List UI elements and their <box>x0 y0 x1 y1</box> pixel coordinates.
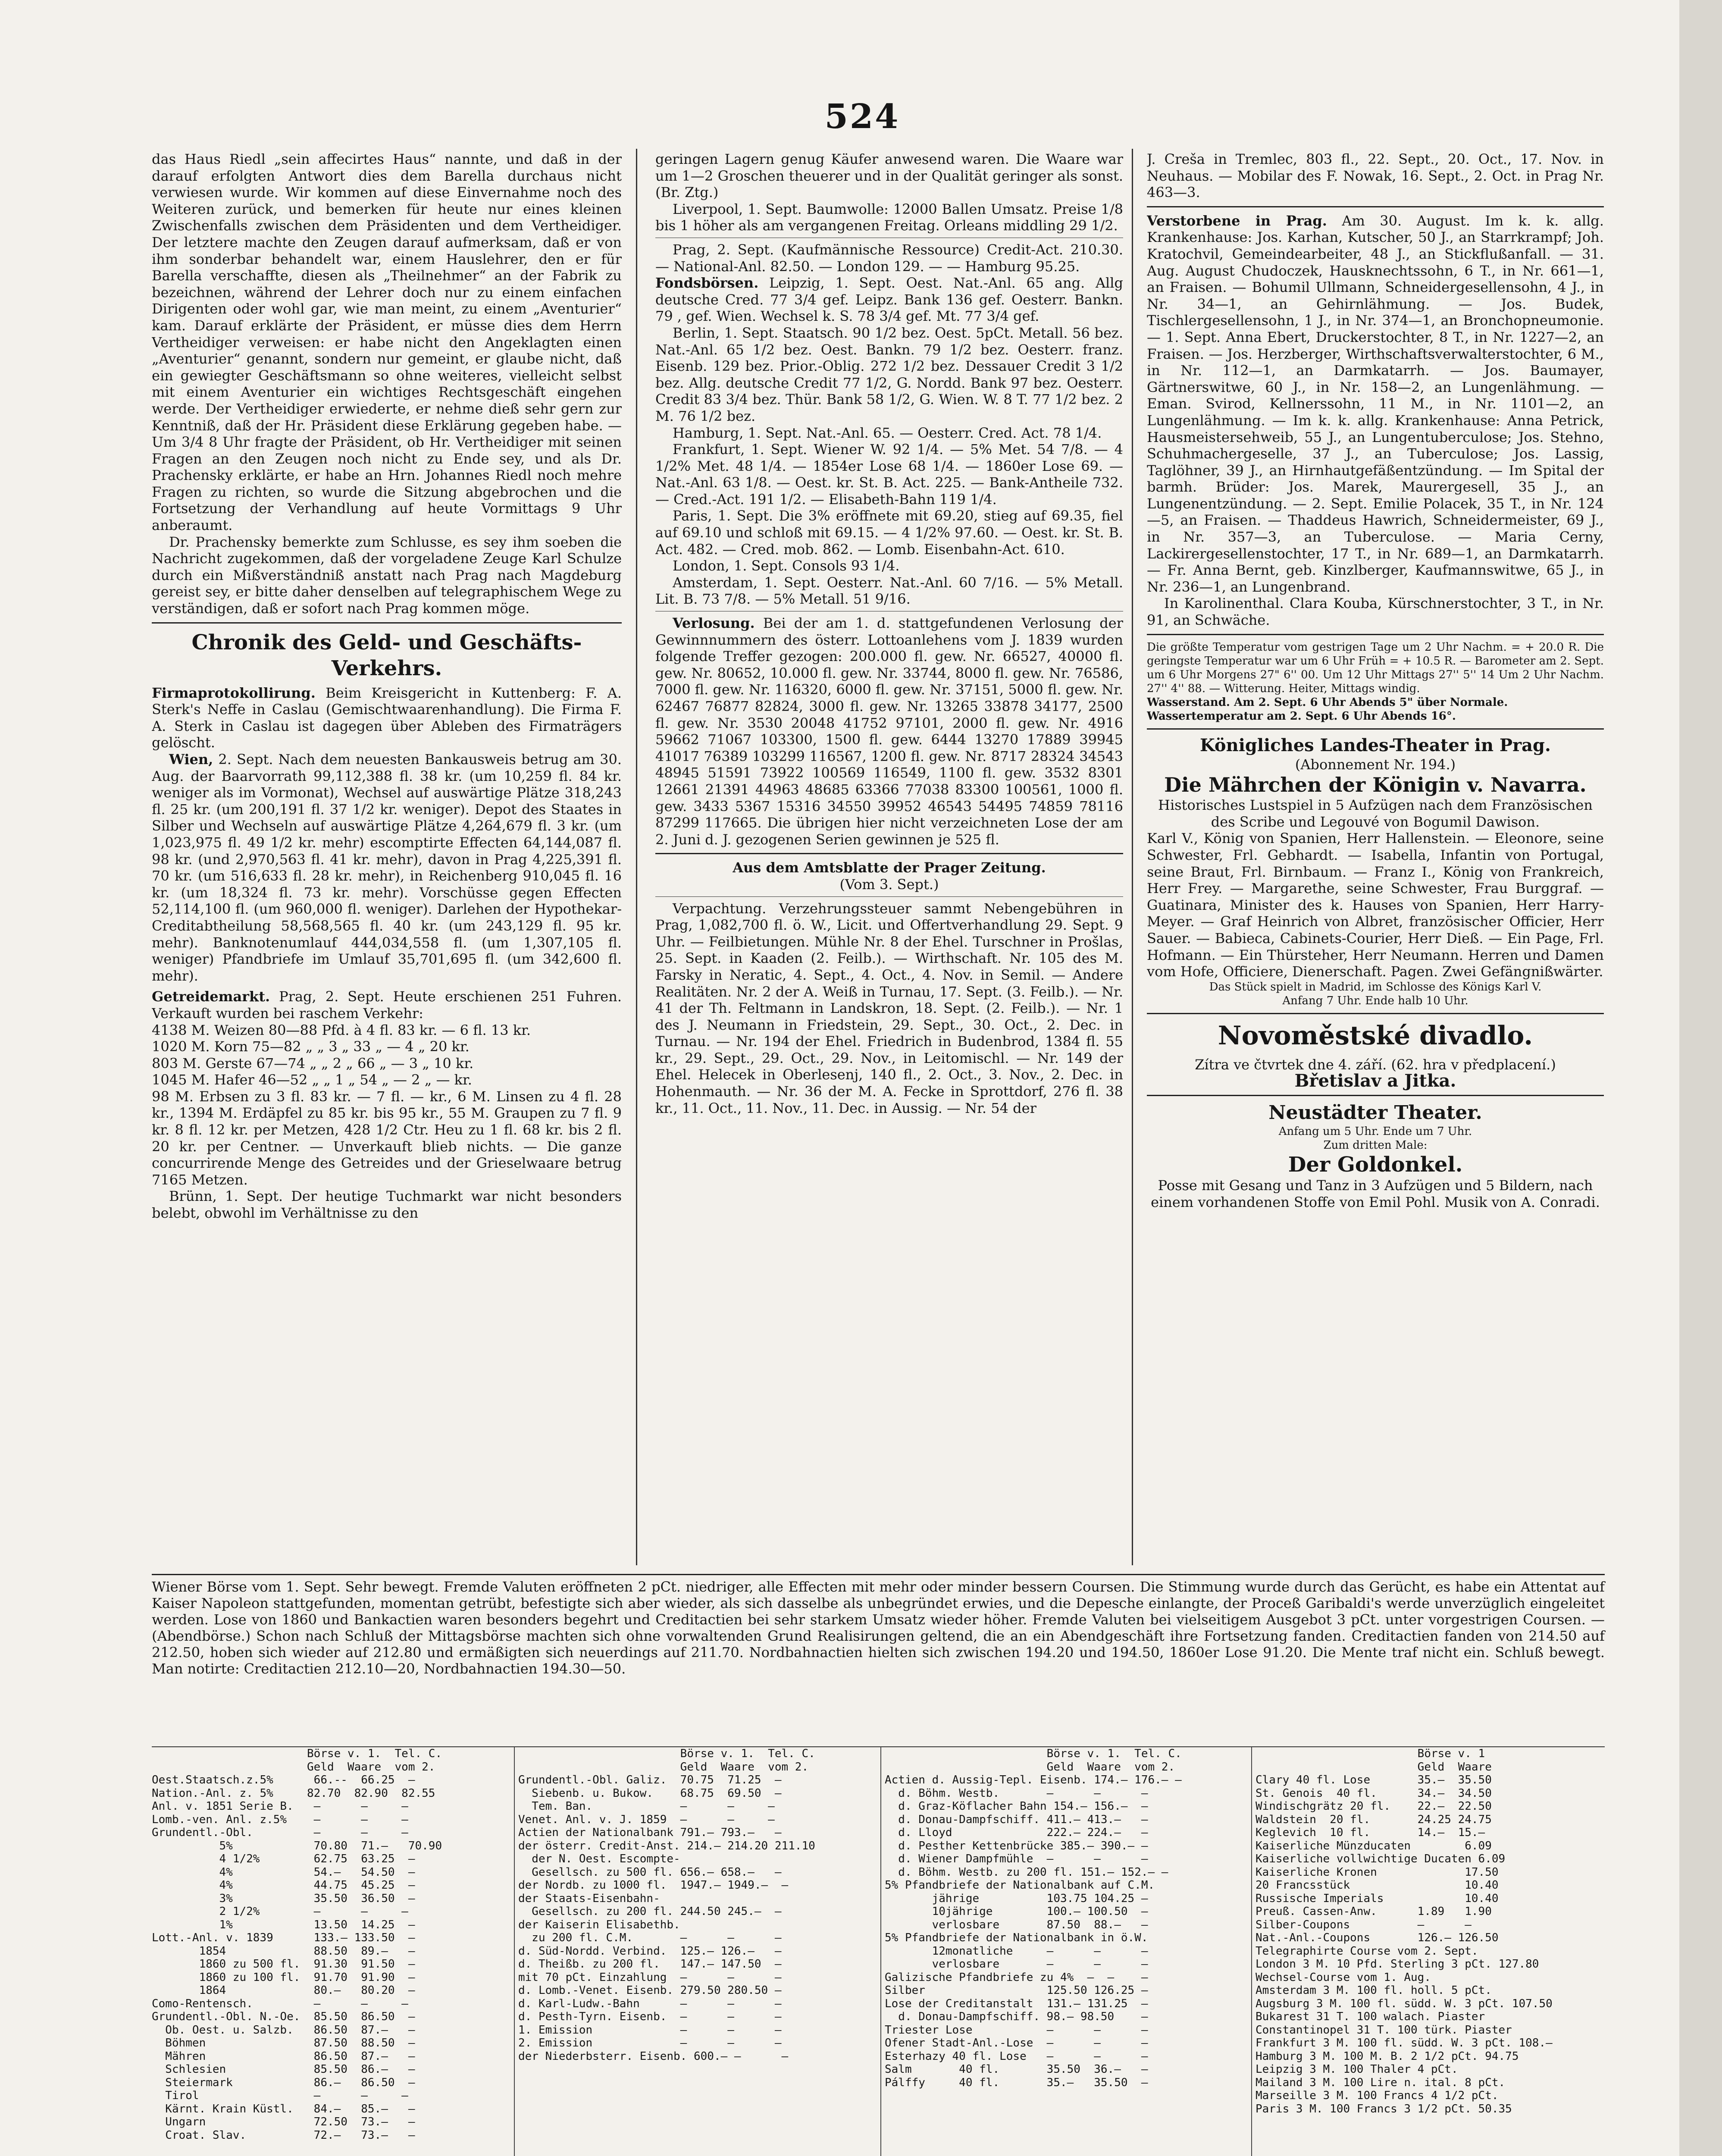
column-2 <box>655 151 1123 1565</box>
article-text: Am 30. August. Im k. k. allg. Krankenhause: Jos. Karhan, Kutscher, 50 J., an Starrkrampf; Joh. Kratochvil, Gemeindearbeiter, 48 J., an Stickflußanfall. — 31. Aug. August Chudoczek, Hausknechtssohn, 6 T., in Nr. 661—1, an Fraisen. — Bohumil Ullmann, Schneidergesellensohn, 4 J., in Nr. 34—1, an Gehirnlähmung. — Jos. Budek, Tischlergesellensohn, 1 J., in Nr. 374—1, an Bronchopneumonie. — 1. Sept. Anna Ebert, Druckerstochter, 8 T., in Nr. 1227—2, an Fraisen. — Jos. Herzberger, Wirthschaftsverwalterstochter, 6 M., in Nr. 112—1, an Darmkatarrh. — Jos. Baumayer, Gärtnerswitwe, 60 J., in Nr. 158—2, an Lungenlähmung. — Eman. Svirod, Kellnerssohn, 11 M., in Nr. 1101—2, an Lungenlähmung. — Im k. k. allg. Krankenhause: Anna Petrick, Hausmeistersehweib, 55 J., an Lungentuberculose; Jos. Stehno, Schuhmachergeselle, 37 J., an Tuberculose; Jos. Lassig, Taglöhner, 39 J., an Hirnhautgefäßentzündung. — Im Spital der barmh. Brüder: Jos. Marek, Maurergesell, 35 J., an Lungenentzündung. — 2. Sept. Emilie Polacek, 35 T., in Nr. 124—5, an Fraisen. — Thaddeus Hawrich, Schneidermeister, 69 J., in Nr. 357—3, an Tuberculose. — Maria Cerny, Lackirergesellenstochter, 17 T., in Nr. 689—1, an Darmkatarrh. — Fr. Anna Bernt, geb. Kinzlberger, Kaufmannswitwe, 65 J., in Nr. 236—1, an Lungenbrand. <box>1147 212 1604 595</box>
table-divider <box>880 1747 881 2156</box>
article-text: London, 1. Sept. Consols 93 1/4. <box>673 558 900 574</box>
article-text: Prag, 2. Sept. (Kaufmännische Ressource) Credit-Act. 210.30. — National-Anl. 82.50. — London 129. — — Hamburg 95.25. <box>655 241 1123 275</box>
neustadt-theater-title: Neustädter Theater. <box>1268 1101 1482 1124</box>
article-text: geringen Lagern genug Käufer anwesend waren. Die Waare war um 1—2 Groschen theuerer und in der Qualität geringer als sonst. (Br. Ztg.) <box>655 151 1123 201</box>
neustadt-play: Der Goldonkel. <box>1288 1152 1463 1177</box>
section-heading: Chronik des Geld- und Geschäfts-Verkehrs. <box>191 630 582 680</box>
stock-table-col-2: Börse v. 1. Tel. C. Geld Waare vom 2. Grundentl.-Obl. Galiz. 70.75 71.25 — Siebenb. u. Bukow. 68.75 69.50 — Tem. Ban. — — — Venet. Anl. v. J. 1859 — — — Actien der Nationalbank 791.— 793.— — der österr. Credit-Anst. 214.— 214.20 211.10 der N. Oest. Escompte- Gesellsch. zu 500 fl. 656.— 658.— — der Nordb. zu 1000 fl. 1947.— 1949.— — der Staats-Eisenbahn- Gesellsch. zu 200 fl. 244.50 245.— — der Kaiserin Elisabethb. zu 200 fl. C.M. — — — d. Süd-Nordd. Verbind. 125.— 126.— — d. Theißb. zu 200 fl. 147.— 147.50 — mit 70 pCt. Einzahlung — — — d. Lomb.-Venet. Eisenb. 279.50 280.50 — d. Karl-Ludw.-Bahn — — — d. Pesth-Tyrn. Eisenb. — — — 1. Emission — — — 2. Emission — — — der Niederbsterr. Eisenb. 600.— — — <box>518 1747 815 2063</box>
neustadt-third: Zum dritten Male: <box>1323 1138 1428 1152</box>
subheading: Wien, <box>169 751 213 768</box>
article-text: Dr. Prachensky bemerkte zum Schlusse, es sey ihm soeben die Nachricht zugekommen, daß der vorgeladene Zeuge Karl Schulze durch ein Mißverständniß anstatt nach Prag nach Magdeburg gereist sey, er bitte daher denselben auf telegraphischem Wege zu verständigen, daß er sofort nach Prag kommen möge. <box>152 533 622 617</box>
section-title: Aus dem Amtsblatte der Prager Zeitung. <box>733 859 1046 876</box>
column-1 <box>152 151 622 1565</box>
table-divider <box>1251 1747 1252 2156</box>
theater-abonnement: (Abonnement Nr. 194.) <box>1295 756 1456 773</box>
article-text: Leipzig, 1. Sept. Oest. Nat.-Anl. 65 ang. Allg deutsche Cred. 77 3/4 gef. Leipz. Bank 136 gef. Oesterr. Bankn. 79 , gef. Wien. Wechsel k. S. 78 3/4 gef. Mt. 77 3/4 gef. <box>655 275 1123 325</box>
section-rule <box>655 853 1123 854</box>
article-text: Paris, 1. Sept. Die 3% eröffnete mit 69.20, stieg auf 69.35, fiel auf 69.10 und schloß mit 69.15. — 4 1/2% 97.60. — Oest. kr. St. B. Act. 482. — Cred. mob. 862. — Lomb. Eisenbahn-Act. 610. <box>655 508 1123 558</box>
theater-play: Die Mährchen der Königin v. Navarra. <box>1164 773 1587 797</box>
grain-line: 1045 M. Hafer 46—52 „ „ 1 „ 54 „ — 2 „ — kr. <box>152 1072 472 1088</box>
article-text: Frankfurt, 1. Sept. Wiener W. 92 1/4. — 5% Met. 54 7/8. — 4 1/2% Met. 48 1/4. — 1854er Lose 68 1/4. — 1860er Lose 69. — Nat.-Anl. 63 1/8. — Oest. kr. St. B. Act. 225. — Bank-Antheile 732. — Cred.-Act. 191 1/2. — Elisabeth-Bahn 119 1/4. <box>655 441 1123 508</box>
article-text: das Haus Riedl „sein affecirtes Haus“ nannte, und daß in der darauf erfolgten Antwort dies dem Barella durchaus nicht verwiesen wurde. Wir kommen auf diese Einvernahme noch des Weiteren zurück, und bemerken für heute nur eines kleinen Zwischenfalls zwischen dem Präsidenten und dem Vertheidiger. Der letztere machte den Zeugen darauf aufmerksam, daß er von ihm sonderbar behandelt war, einem Hauslehrer, den er für Barella verschaffte, diesen als „Theilnehmer“ an der Fabrik zu bezeichnen, während der Lehrer doch nur zu einem einfachen Dirigenten oder wohl gar, wie man meint, zu einem „Aventurier“ kam. Darauf erklärte der Präsident, er müsse dies dem Herrn Vertheidiger verweisen: er habe nicht den Angeklagten einen „Aventurier“ genannt, sondern nur gemeint, er glaube nicht, daß ein gewiegter Geschäftsmann so ohne weiteres, vielleicht selbst mit einem Aventurier ein wichtiges Rechtsgeschäft eingehen werde. Der Vertheidiger erwiederte, er nehme dieß sehr gern zur Kenntniß, daß der Hr. Präsident diese Erklärung gegeben habe. — Um 3/4 8 Uhr fragte der Präsident, ob Hr. Vertheidiger mit seinen Fragen an den Zeugen noch nicht zu Ende sey, und als Dr. Prachensky erklärte, er habe an Hrn. Johannes Riedl noch mehre Fragen zu richten, so wurde die Sitzung abgebrochen und die Fortsetzung der Verhandlung auf heute Vormittags 9 Uhr anberaumt. <box>152 151 622 534</box>
column-rule <box>636 149 637 1565</box>
section-rule <box>152 622 622 624</box>
subheading: Firmaprotokollirung. <box>152 684 316 701</box>
stock-table-col-3: Börse v. 1. Tel. C. Geld Waare vom 2. Actien d. Aussig-Tepl. Eisenb. 174.— 176.— — d. Böhm. Westb. — — — d. Graz-Köflacher Bahn 154.— 156.— — d. Donau-Dampfschiff. 411.— 413.— — d. Lloyd 222.— 224.— — d. Pesther Kettenbrücke 385.— 390.— — d. Wiener Dampfmühle — — — d. Böhm. Westb. zu 200 fl. 151.— 152.— — 5% Pfandbriefe der Nationalbank auf C.M. jährige 103.75 104.25 — 10jährige 100.— 100.50 — verlosbare 87.50 88.— — 5% Pfandbriefe der Nationalbank in ö.W. 12monatliche — — — verlosbare — — — Galizische Pfandbriefe zu 4% — — — Silber 125.50 126.25 — Lose der Creditanstalt 131.— 131.25 — d. Donau-Dampfschiff. 98.— 98.50 — Triester Lose — — — Ofener Stadt-Anl.-Lose — — — Esterhazy 40 fl. Lose — — — Salm 40 fl. 35.50 36.— — Pálffy 40 fl. 35.— 35.50 — <box>885 1747 1182 2089</box>
neustadt-description: Posse mit Gesang und Tanz in 3 Aufzügen und 5 Bildern, nach einem vorhandenen Stoffe von Emil Pohl. Musik von A. Conradi. <box>1151 1177 1600 1210</box>
stock-table-col-4: Börse v. 1 Geld Waare Clary 40 fl. Lose 35.— 35.50 St. Genois 40 fl. 34.— 34.50 Windischgrätz 20 fl. 22.— 22.50 Waldstein 20 fl. 24.25 24.75 Keglevich 10 fl. 14.— 15.— Kaiserliche Münzducaten 6.09 Kaiserliche vollwichtige Ducaten 6.09 Kaiserliche Kronen 17.50 20 Francsstück 10.40 Russische Imperials 10.40 Preuß. Cassen-Anw. 1.89 1.90 Silber-Coupons — — Nat.-Anl.-Coupons 126.— 126.50 Telegraphirte Course vom 2. Sept. London 3 M. 10 Pfd. Sterling 3 pCt. 127.80 Wechsel-Course vom 1. Aug. Amsterdam 3 M. 100 fl. holl. 5 pCt. Augsburg 3 M. 100 fl. südd. W. 3 pCt. 107.50 Bukarest 31 T. 100 walach. Piaster Constantinopel 31 T. 100 türk. Piaster Frankfurt 3 M. 100 fl. südd. W. 3 pCt. 108.— Hamburg 3 M. 100 M. B. 2 1/2 pCt. 94.75 Leipzig 3 M. 100 Thaler 4 pCt. Mailand 3 M. 100 Lire n. ital. 8 pCt. Marseille 3 M. 100 Francs 4 1/2 pCt. Paris 3 M. 100 Francs 3 1/2 pCt. 50.35 <box>1255 1747 1553 2115</box>
section-rule <box>1147 634 1604 635</box>
stock-table-col-1: Börse v. 1. Tel. C. Geld Waare vom 2. Oest.Staatsch.z.5% 66.-- 66.25 — Nation.-Anl. z. 5% 82.70 82.90 82.55 Anl. v. 1851 Serie B. — — — Lomb.-ven. Anl. z.5% — — — Grundentl.-Obl. — — — 5% 70.80 71.— 70.90 4 1/2% 62.75 63.25 — 4% 54.— 54.50 — 4% 44.75 45.25 — 3% 35.50 36.50 — 2 1/2% — — — 1% 13.50 14.25 — Lott.-Anl. v. 1839 133.— 133.50 — 1854 88.50 89.— — 1860 zu 500 fl. 91.30 91.50 — 1860 zu 100 fl. 91.70 91.90 — 1864 80.— 80.20 — Como-Rentensch. — — — Grundentl.-Obl. N.-Oe. 85.50 86.50 — Ob. Oest. u. Salzb. 86.50 87.— — Böhmen 87.50 88.50 — Mähren 86.50 87.— — Schlesien 85.50 86.— — Steiermark 86.— 86.50 — Tirol — — — Kärnt. Krain Küstl. 84.— 85.— — Ungarn 72.50 73.— — Croat. Slav. 72.— 73.— — <box>152 1747 442 2142</box>
column-rule <box>1132 149 1133 1565</box>
article-text: Brünn, 1. Sept. Der heutige Tuchmarkt war nicht besonders belebt, obwohl im Verhältnisse zu den <box>152 1188 622 1222</box>
section-rule <box>1147 1095 1604 1096</box>
column-3 <box>1147 151 1604 1565</box>
section-date: (Vom 3. Sept.) <box>839 876 939 893</box>
article-text: Verpachtung. Verzehrungssteuer sammt Nebengebühren in Prag, 1,082,700 fl. ö. W., Licit. und Offertverhandlung 29. Sept. 9 Uhr. — Feilbietungen. Mühle Nr. 8 der Ehel. Turschner in Prošlas, 25. Sept. in Kaaden (2. Feilb.). — Wirthschaft. Nr. 105 des M. Farsky in Neratic, 4. Sept., 4. Oct., 4. Nov. in Semil. — Andere Realitäten. Nr. 2 der A. Weiß in Turnau, 17. Sept. (3. Feilb.). — Nr. 41 der Th. Feltmann in Landskron, 18. Sept. (2. Feilb.). — Nr. 1 des J. Neumann in Friedstein, 29. Sept., 30. Oct., 2. Dec. in Turnau. — Nr. 194 der Ehel. Friedrich in Budenbrod, 1384 fl. 55 kr., 29. Sept., 29. Oct., 29. Nov., in Leitomischl. — Nr. 149 der Ehel. Helecek in Oberlesenj, 140 fl., 2. Oct., 3. Nov., 2. Dec. in Hohenmauth. — Nr. 36 der M. A. Fecke in Sprottdorf, 276 fl. 38 kr., 11. Oct., 11. Nov., 11. Dec. in Aussig. — Nr. 54 der <box>655 900 1123 1116</box>
section-rule <box>1147 1013 1604 1014</box>
novo-theater-text: Zítra ve čtvrtek dne 4. září. (62. hra v předplacení.) <box>1195 1056 1556 1073</box>
stock-tables <box>152 1746 1605 2156</box>
article-text: Bei der am 1. d. stattgefundenen Verlosung der Gewinnnummern des österr. Lottoanlehens vom J. 1839 wurden folgende Treffer gezogen: 200.000 fl. gew. Nr. 66527, 40000 fl. gew. Nr. 80652, 10.000 fl. gew. Nr. 33744, 8000 fl. gew. Nr. 76586, 7000 fl. gew. Nr. 116320, 6000 fl. gew. Nr. 37151, 5000 fl. gew. Nr. 62467 76877 82824, 3000 fl. gew. Nr. 13265 33878 34177, 2500 fl. gew. Nr. 3530 20048 41752 97101, 2000 fl. gew. Nr. 4916 59662 71067 103300, 1500 fl. gew. 6444 13270 17889 39945 41017 76389 103299 116567, 1200 fl. gew. Nr. 8717 28324 34543 48945 51591 73922 100569 116549, 1100 fl. gew. 3532 8301 12661 21391 44963 48685 63366 77038 83300 100561, 1000 fl. gew. 3433 5367 15316 34550 39952 46543 54495 74859 78116 87299 117665. Die übrigen hier nicht verzeichneten Lose der am 2. Juni d. J. gezogenen Serien gewinnen je 525 fl. <box>655 615 1123 848</box>
article-text: Berlin, 1. Sept. Staatsch. 90 1/2 bez. Oest. 5pCt. Metall. 56 bez. Nat.-Anl. 65 1/2 bez. Oest. Bankn. 79 1/2 bez. Oesterr. franz. Eisenb. 129 bez. Prior.-Oblig. 272 1/2 bez. Dessauer Credit 3 1/2 bez. Allg. deutsche Credit 77 1/2, G. Nordd. Bank 97 bez. Oesterr. Credit 83 3/4 bez. Thür. Bank 58 1/2, G. Wien. W. 8 T. 77 1/2 bez. 2 M. 76 1/2 bez. <box>655 324 1123 424</box>
article-text: Beim Kreisgericht in Kuttenberg: F. A. Sterk's Neffe in Caslau (Gemischtwaarenhandlung). Die Firma F. A. Sterk in Caslau ist dagegen über Ableben des Firmaträgers gelöscht. <box>152 684 622 751</box>
article-text: J. Creša in Tremlec, 803 fl., 22. Sept., 20. Oct., 17. Nov. in Neuhaus. — Mobilar des F. Nowak, 16. Sept., 2. Oct. in Prag Nr. 463—3. <box>1147 151 1604 201</box>
subheading: Verstorbene in Prag. <box>1147 212 1327 229</box>
subheading: Fondsbörsen. <box>655 275 759 291</box>
boerse-report: Wiener Börse vom 1. Sept. Sehr bewegt. Fremde Valuten eröffneten 2 pCt. niedriger, alle Effecten mit mehr oder minder bessern Coursen. Die Stimmung wurde durch das Gerücht, es habe ein Attentat auf Kaiser Napoleon stattgefunden, momentan getrübt, befestigte sich aber wieder, als sich dasselbe als unbegründet erwies, und die Depesche einlangte, der Proceß Garibaldi's werde unverzüglich eingeleitet werden. Lose von 1860 und Bankactien waren besonders begehrt und Creditactien bei sehr starkem Umsatz wieder höher. Fremde Valuten bei vielseitigem Ausgebot 3 pCt. unter vorgestrigen Coursen. — (Abendbörse.) Schon nach Schluß der Mittagsbörse machten sich ohne vorwaltenden Grund Realisirungen geltend, die an ein Abendgeschäft ihre Fortsetzung fanden. Creditactien fanden von 214.50 auf 212.50, hoben sich wieder auf 212.80 und ermäßigten sich neuerdings auf 211.70. Nordbahnactien hielten sich zwischen 194.20 und 194.50, 1860er Lose 91.20. Die Mente traf nicht ein. Schluß bewegt. Man notirte: Creditactien 212.10—20, Nordbahnactien 194.30—50. <box>152 1574 1605 1677</box>
theater-title: Königliches Landes-Theater in Prag. <box>1200 735 1551 755</box>
grain-line: 1020 M. Korn 75—82 „ „ 3 „ 33 „ — 4 „ 20 kr. <box>152 1038 470 1055</box>
section-rule <box>1147 728 1604 730</box>
scan-edge <box>1679 0 1722 2156</box>
article-text: Liverpool, 1. Sept. Baumwolle: 12000 Ballen Umsatz. Preise 1/8 bis 1 höher als am vergangenen Freitag. Orleans middling 29 1/2. <box>655 201 1123 234</box>
grain-line: 4138 M. Weizen 80—88 Pfd. à 4 fl. 83 kr. — 6 fl. 13 kr. <box>152 1022 531 1038</box>
article-text: Amsterdam, 1. Sept. Oesterr. Nat.-Anl. 60 7/16. — 5% Metall. Lit. B. 73 7/8. — 5% Metall. 51 9/16. <box>655 574 1123 608</box>
novo-theater-play: Břetislav a Jitka. <box>1294 1071 1456 1091</box>
page-number: 524 <box>824 97 900 136</box>
article-text: 2. Sept. Nach dem neuesten Bankausweis betrug am 30. Aug. der Baarvorrath 99,112,388 fl. 38 kr. (um 10,259 fl. 84 kr. weniger als im Vormonat), Wechsel auf auswärtige Plätze 318,243 fl. 25 kr. (um 200,191 fl. 37 1/2 kr. weniger). Depot des Staates in Silber und Wechseln auf auswärtige Plätze 4,264,679 fl. 3 kr. (um 1,023,975 fl. 49 1/2 kr. mehr) escomptirte Effecten 64,144,087 fl. 98 kr. (und 2,970,563 fl. 41 kr. mehr), davon in Prag 4,225,391 fl. 70 kr. (um 516,633 fl. 28 kr. mehr), in Reichenberg 910,045 fl. 16 kr. (um 18,324 fl. 73 kr. mehr). Vorschüsse gegen Effecten 52,114,100 fl. (um 960,000 fl. weniger). Darlehen der Hypothekar-Creditabtheilung 58,568,565 fl. 40 kr. (um 243,129 fl. 95 kr. mehr). Banknotenumlauf 444,034,558 fl. (um 1,307,105 fl. weniger) Pfandbriefe im Umlauf 35,701,695 fl. (um 342,600 fl. mehr). <box>152 751 622 984</box>
section-rule <box>1147 206 1604 207</box>
theater-description: Historisches Lustspiel in 5 Aufzügen nach dem Französischen des Scribe und Legouvé von Bogumil Dawison. <box>1158 797 1593 830</box>
novo-theater-title: Novoměstské divadlo. <box>1218 1020 1533 1051</box>
article-text: Hamburg, 1. Sept. Nat.-Anl. 65. — Oesterr. Cred. Act. 78 1/4. <box>673 424 1102 441</box>
weather-text: Die größte Temperatur vom gestrigen Tage um 2 Uhr Nachm. = + 20.0 R. Die geringste Temperatur war um 6 Uhr Früh = + 10.5 R. — Barometer am 2. Sept. um 6 Uhr Morgens 27" 6'' 00. Um 12 Uhr Mittags 27'' 5'' 14 Um 2 Uhr Nachm. 27'' 4'' 88. — Witterung. Heiter, Mittags windig. <box>1147 640 1604 695</box>
article-text: 98 M. Erbsen zu 3 fl. 83 kr. — 7 fl. — kr., 6 M. Linsen zu 4 fl. 28 kr., 1394 M. Erdäpfel zu 85 kr. bis 95 kr., 55 M. Graupen zu 7 fl. 9 kr. 8 fl. 12 kr. per Metzen, 428 1/2 Ctr. Heu zu 1 fl. 68 kr. bis 2 fl. 20 kr. per Centner. — Unverkauft blieb nichts. — Die ganze concurrirende Menge des Getreides und der Grieselwaare betrug 7165 Metzen. <box>152 1088 622 1188</box>
theater-note: Das Stück spielt in Madrid, im Schlosse des Königs Karl V. <box>1209 980 1542 993</box>
table-divider <box>514 1747 515 2156</box>
article-text: Prag, 2. Sept. Heute erschienen 251 Fuhren. Verkauft wurden bei raschem Verkehr: <box>152 988 622 1022</box>
article-text: In Karolinenthal. Clara Kouba, Kürschnerstochter, 3 T., in Nr. 91, an Schwäche. <box>1147 595 1604 629</box>
weather-text: Wassertemperatur am 2. Sept. 6 Uhr Abends 16°. <box>1147 709 1456 723</box>
grain-line: 803 M. Gerste 67—74 „ „ 2 „ 66 „ — 3 „ 10 kr. <box>152 1055 474 1072</box>
subheading: Verlosung. <box>673 615 755 632</box>
weather-text: Wasserstand. Am 2. Sept. 6 Uhr Abends 5" über Normale. <box>1147 696 1508 709</box>
neustadt-times: Anfang um 5 Uhr. Ende um 7 Uhr. <box>1278 1125 1472 1138</box>
subheading: Getreidemarkt. <box>152 988 270 1005</box>
divider <box>655 896 1123 897</box>
theater-cast: Karl V., König von Spanien, Herr Hallenstein. — Eleonore, seine Schwester, Frl. Gebhardt. — Isabella, Infantin von Portugal, seine Braut, Frl. Birnbaum. — Franz I., König von Frankreich, Herr Frey. — Margarethe, seine Schwester, Frau Burggraf. — Guatinara, Minister des k. Hauses von Spanien, Herr Harry-Meyer. — Graf Heinrich von Albret, französischer Officier, Herr Sauer. — Babieca, Cabinets-Courier, Herr Dieß. — Ein Page, Frl. Hofmann. — Ein Thürsteher, Herr Neumann. Herren und Damen vom Hofe, Officiere, Dienerschaft. Pagen. Zwei Gefängnißwärter. <box>1147 830 1604 980</box>
theater-times: Anfang 7 Uhr. Ende halb 10 Uhr. <box>1282 994 1468 1007</box>
